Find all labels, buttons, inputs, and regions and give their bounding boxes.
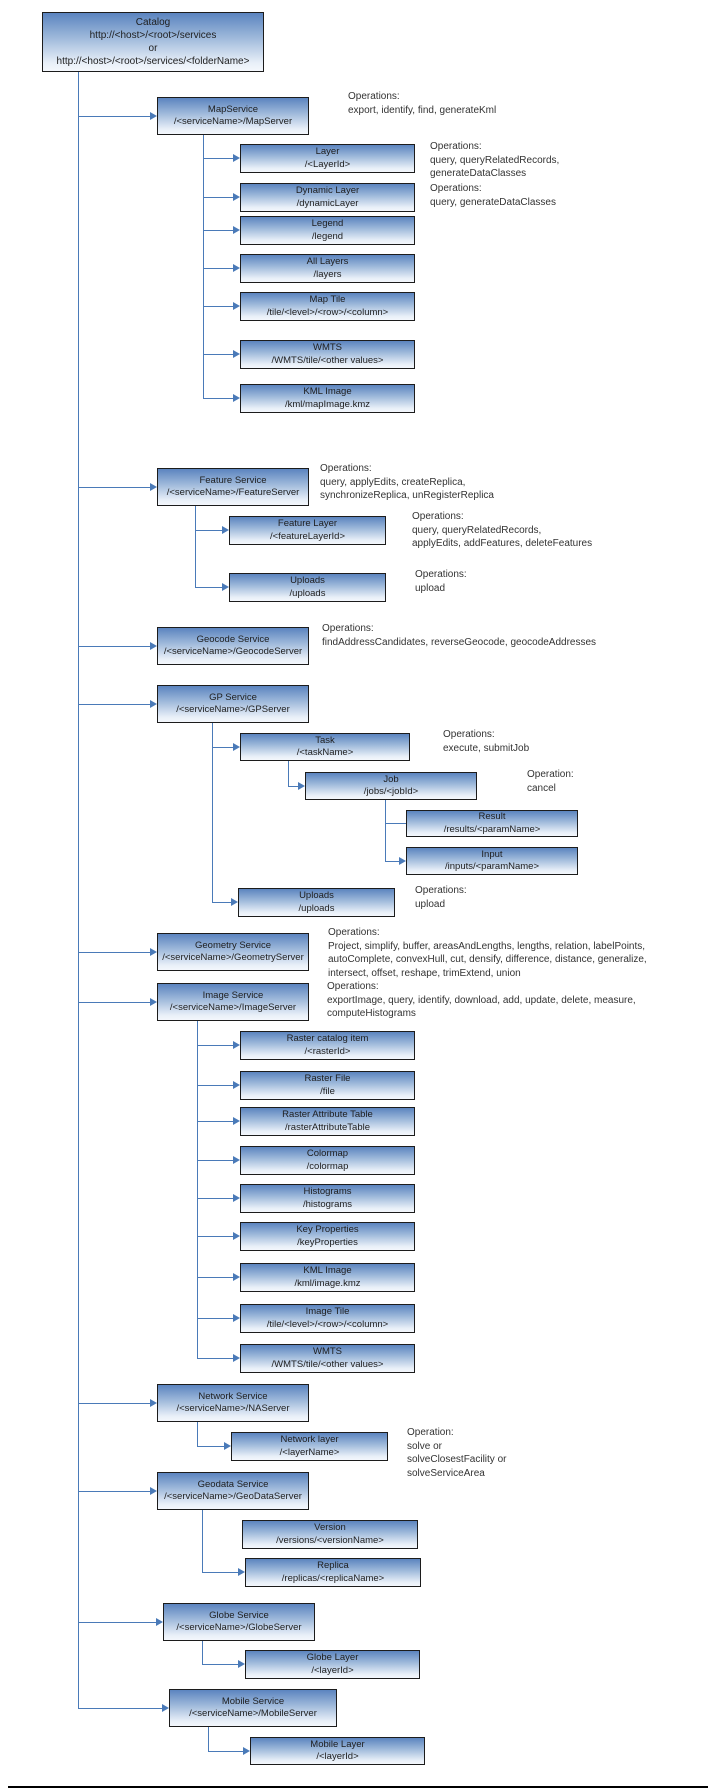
note-line: Operations: — [430, 183, 482, 194]
node-path: /replicas/<replicaName> — [281, 1572, 385, 1584]
note-uploads-gp-ops — [415, 884, 467, 911]
note-line: Project, simplify, buffer, areasAndLengths, lengths, relation, labelPoints, — [328, 940, 646, 952]
node-title: Image Tile — [305, 1306, 350, 1317]
connector-branch-task — [212, 747, 233, 748]
node-result — [406, 810, 578, 837]
note-line: execute, submitJob — [443, 742, 530, 754]
connector-branch-image-service — [78, 1002, 150, 1003]
node-title: Geometry Service — [194, 939, 272, 951]
node-path: /jobs/<jobId> — [363, 786, 419, 797]
node-raster-catalog-item — [240, 1031, 415, 1060]
node-title: Raster Attribute Table — [282, 1109, 373, 1120]
arrow-colormap — [233, 1156, 240, 1164]
node-kml-image-map — [240, 384, 415, 413]
node-title: Replica — [317, 1560, 349, 1571]
node-network-layer — [231, 1432, 388, 1461]
node-path: /legend — [311, 230, 344, 242]
note-task-ops — [443, 728, 529, 755]
arrow-mobile-service — [162, 1704, 169, 1712]
arrow-uploads-gp — [231, 898, 238, 906]
arrow-uploads-feature — [222, 583, 229, 591]
node-path: /<serviceName>/GPServer — [176, 704, 290, 715]
node-path: /tile/<level>/<row>/<column> — [266, 1318, 389, 1330]
node-job — [305, 772, 477, 800]
note-line: Operations: — [322, 623, 374, 634]
node-path: /<serviceName>/MapServer — [173, 116, 293, 127]
connector-branch-mobile-layer — [208, 1751, 243, 1752]
note-line: Operation: — [407, 1427, 454, 1438]
note-feature-layer-ops — [412, 510, 592, 551]
note-line: Operations: — [320, 463, 372, 474]
note-geometry-ops — [328, 926, 647, 980]
node-path: /histograms — [302, 1198, 353, 1210]
node-path: /tile/<level>/<row>/<column> — [266, 306, 389, 318]
connector-branch-layer — [203, 158, 233, 159]
node-title: MapService — [207, 103, 259, 115]
connector-branch-network-layer — [197, 1446, 224, 1447]
catalog-url: http://<host>/<root>/services — [89, 30, 217, 41]
connector-branch-feature-service — [78, 487, 150, 488]
note-line: Operations: — [415, 569, 467, 580]
node-path: /inputs/<paramName> — [445, 861, 539, 872]
connector-branch-raster-attribute-table — [197, 1121, 233, 1122]
connector-branch-raster-catalog-item — [197, 1045, 233, 1046]
note-line: Operations: — [443, 729, 495, 740]
node-all-layers — [240, 254, 415, 283]
arrow-image-service — [150, 998, 157, 1006]
node-path: /kml/mapImage.kmz — [285, 398, 370, 410]
connector-branch-raster-file — [197, 1085, 233, 1086]
node-image-service — [157, 983, 309, 1021]
arrow-task — [233, 743, 240, 751]
note-line: solve or — [407, 1440, 443, 1452]
note-line: Operation: — [527, 769, 574, 780]
node-path: /<serviceName>/ImageServer — [169, 1002, 297, 1013]
note-line: Operations: — [348, 91, 400, 102]
arrow-layer — [233, 154, 240, 162]
node-title: Image Service — [202, 989, 264, 1001]
connector-mobile-children — [208, 1727, 209, 1751]
node-wmts-map — [240, 340, 415, 369]
connector-branch-kml-image-map — [203, 398, 233, 399]
node-feature-service — [157, 468, 309, 506]
note-line: upload — [415, 582, 446, 594]
connector-image-children — [197, 1021, 198, 1358]
node-network-service — [157, 1384, 309, 1422]
node-path: /<featureLayerId> — [270, 530, 345, 542]
node-title: All Layers — [306, 256, 349, 267]
connector-branch-gp-service — [78, 704, 150, 705]
note-line: upload — [415, 898, 446, 910]
arrow-job — [298, 782, 305, 790]
node-path: /layers — [313, 268, 342, 280]
node-title: Histograms — [303, 1186, 352, 1197]
node-title: WMTS — [312, 1346, 343, 1357]
node-path: /uploads — [289, 587, 326, 599]
note-line: query, queryRelatedRecords, — [412, 524, 542, 536]
arrow-dynamic-layer — [233, 193, 240, 201]
catalog-or: or — [148, 43, 158, 54]
node-path: /<LayerId> — [304, 158, 351, 170]
node-path: /<serviceName>/GeoDataServer — [164, 1491, 302, 1502]
node-replica — [245, 1558, 421, 1587]
node-path: /versions/<versionName> — [276, 1534, 384, 1546]
node-path: /<serviceName>/NAServer — [176, 1403, 290, 1414]
note-feature-ops — [320, 462, 494, 503]
node-title: Network Service — [198, 1390, 268, 1402]
note-line: Operations: — [412, 511, 464, 522]
node-title: Result — [478, 811, 506, 822]
connector-job-children — [385, 800, 386, 861]
node-title: Network layer — [280, 1434, 339, 1445]
note-job-ops — [527, 768, 574, 795]
node-title: Dynamic Layer — [295, 185, 360, 196]
arrow-wmts-map — [233, 350, 240, 358]
node-title: Geodata Service — [197, 1478, 269, 1490]
node-kml-image-image — [240, 1263, 415, 1292]
arrow-network-service — [150, 1399, 157, 1407]
node-path: /<layerId> — [311, 1664, 354, 1676]
note-line: query, applyEdits, createReplica, — [320, 476, 466, 488]
connector-branch-image-tile — [197, 1318, 233, 1319]
note-line: Operations: — [327, 981, 379, 992]
connector-branch-all-layers — [203, 268, 233, 269]
arrow-feature-service — [150, 483, 157, 491]
catalog-title: Catalog — [135, 17, 171, 28]
node-geodata-service — [157, 1472, 309, 1510]
connector-branch-input — [385, 861, 399, 862]
arrow-feature-layer — [222, 526, 229, 534]
note-line: computeHistograms — [327, 1008, 416, 1019]
node-path: /<serviceName>/MobileServer — [189, 1708, 317, 1719]
node-map-tile — [240, 292, 415, 321]
arrow-all-layers — [233, 264, 240, 272]
arrow-network-layer — [224, 1442, 231, 1450]
connector-map-children — [203, 135, 204, 398]
node-path: /<serviceName>/GeometryServer — [162, 952, 304, 963]
node-title: Globe Service — [209, 1609, 269, 1621]
connector-branch-kml-image-image — [197, 1277, 233, 1278]
node-path: /<taskName> — [296, 747, 354, 758]
node-path: /file — [320, 1085, 335, 1097]
node-gp-service — [157, 685, 309, 723]
node-title: Feature Service — [199, 474, 267, 486]
connector-branch-key-properties — [197, 1236, 233, 1237]
arrow-kml-image-map — [233, 394, 240, 402]
connector-branch-globe-layer — [202, 1664, 238, 1665]
note-line: Operations: — [415, 885, 467, 896]
node-layer — [240, 144, 415, 173]
node-uploads-feature — [229, 573, 386, 602]
node-task — [240, 733, 410, 761]
connector-feature-children — [195, 506, 196, 587]
arrow-raster-catalog-item — [233, 1041, 240, 1049]
note-line: export, identify, find, generateKml — [348, 104, 497, 116]
node-title: Uploads — [299, 890, 334, 901]
node-mobile-layer — [250, 1737, 425, 1765]
note-line: query, generateDataClasses — [430, 196, 556, 208]
connector-branch-legend — [203, 230, 233, 231]
node-path: /<serviceName>/GeocodeServer — [163, 646, 303, 657]
node-geocode-service — [157, 627, 309, 665]
arrow-image-tile — [233, 1314, 240, 1322]
node-globe-service — [163, 1603, 315, 1641]
node-title: Raster catalog item — [286, 1033, 369, 1044]
node-histograms — [240, 1184, 415, 1213]
node-dynamic-layer — [240, 183, 415, 212]
connector-geodata-children — [202, 1510, 203, 1572]
arrow-map-service — [150, 112, 157, 120]
node-title: Feature Layer — [277, 518, 338, 529]
note-layer-ops — [430, 140, 559, 181]
connector-gp-children — [212, 723, 213, 902]
note-line: solveServiceArea — [407, 1467, 485, 1479]
connector-trunk — [78, 72, 79, 1708]
arrow-geocode-service — [150, 642, 157, 650]
connector-branch-map-tile — [203, 306, 233, 307]
node-path: /<serviceName>/FeatureServer — [166, 487, 300, 498]
node-title: Input — [481, 848, 503, 860]
node-path: /rasterAttributeTable — [284, 1121, 370, 1133]
arrow-raster-attribute-table — [233, 1117, 240, 1125]
node-path: /colormap — [306, 1160, 349, 1172]
node-path: /<layerName> — [279, 1446, 340, 1458]
arrow-legend — [233, 226, 240, 234]
node-raster-attribute-table — [240, 1107, 415, 1136]
arrow-mobile-layer — [243, 1747, 250, 1755]
note-line: generateDataClasses — [430, 168, 527, 179]
node-key-properties — [240, 1222, 415, 1251]
note-dynamic-layer-ops — [430, 182, 556, 209]
note-line: findAddressCandidates, reverseGeocode, geocodeAddresses — [322, 636, 597, 648]
node-path: /uploads — [298, 902, 335, 914]
connector-branch-result — [385, 823, 406, 824]
node-uploads-gp — [238, 888, 395, 917]
note-geocode-ops — [322, 622, 596, 649]
note-uploads-feature-ops — [415, 568, 467, 595]
connector-branch-feature-layer — [195, 530, 222, 531]
node-title: Globe Layer — [306, 1652, 359, 1663]
node-path: /WMTS/tile/<other values> — [271, 354, 384, 366]
note-line: Operations: — [328, 927, 380, 938]
connector-branch-replica — [202, 1572, 238, 1573]
arrow-input — [399, 857, 406, 865]
connector-branch-geometry-service — [78, 952, 150, 953]
arrow-wmts-image — [233, 1354, 240, 1362]
connector-branch-histograms — [197, 1198, 233, 1199]
node-geometry-service — [157, 933, 309, 971]
node-image-tile — [240, 1304, 415, 1333]
note-line: cancel — [527, 782, 556, 794]
node-path: /WMTS/tile/<other values> — [271, 1358, 384, 1370]
node-title: Version — [314, 1522, 346, 1533]
node-map-service — [157, 97, 309, 135]
node-path: /dynamicLayer — [296, 197, 359, 209]
arrow-geometry-service — [150, 948, 157, 956]
page-bottom-rule — [8, 1786, 708, 1788]
arrow-raster-file — [233, 1081, 240, 1089]
note-line: autoComplete, convexHull, cut, densify, difference, distance, generalize, — [328, 954, 647, 965]
arrow-key-properties — [233, 1232, 240, 1240]
connector-branch-job — [288, 786, 298, 787]
connector-branch-uploads-feature — [195, 587, 222, 588]
node-title: Job — [383, 773, 399, 785]
note-line: intersect, offset, reshape, trimExtend, union — [328, 967, 521, 979]
node-catalog — [42, 12, 264, 72]
node-title: Layer — [315, 146, 340, 157]
arrow-replica — [238, 1568, 245, 1576]
connector-branch-mobile-service — [78, 1708, 162, 1709]
connector-network-children — [197, 1422, 198, 1446]
connector-branch-wmts-image — [197, 1358, 233, 1359]
note-map-ops — [348, 90, 496, 117]
node-title: Task — [315, 734, 335, 746]
node-title: Geocode Service — [196, 633, 270, 645]
node-title: Colormap — [306, 1148, 349, 1159]
connector-branch-globe-service — [78, 1622, 156, 1623]
arrow-map-tile — [233, 302, 240, 310]
note-network-layer-ops — [407, 1426, 506, 1480]
arrow-globe-layer — [238, 1660, 245, 1668]
note-line: Operations: — [430, 141, 482, 152]
node-globe-layer — [245, 1650, 420, 1679]
node-path: /<rasterId> — [304, 1045, 351, 1057]
arrow-geodata-service — [150, 1487, 157, 1495]
note-line: query, queryRelatedRecords, — [430, 154, 560, 166]
connector-branch-network-service — [78, 1403, 150, 1404]
node-title: Key Properties — [296, 1224, 359, 1235]
node-legend — [240, 216, 415, 245]
node-feature-layer — [229, 516, 386, 545]
node-title: KML Image — [303, 386, 352, 397]
connector-branch-map-service — [78, 116, 150, 117]
node-version — [242, 1520, 418, 1549]
node-title: WMTS — [312, 342, 343, 353]
node-raster-file — [240, 1071, 415, 1100]
connector-globe-children — [202, 1641, 203, 1664]
node-input — [406, 847, 578, 875]
node-title: Legend — [311, 218, 344, 229]
node-path: /keyProperties — [297, 1236, 358, 1248]
node-title: Uploads — [290, 575, 325, 586]
connector-branch-dynamic-layer — [203, 197, 233, 198]
node-title: KML Image — [303, 1265, 352, 1276]
catalog-folder-url: http://<host>/<root>/services/<folderName> — [56, 56, 250, 67]
note-line: exportImage, query, identify, download, add, update, delete, measure, — [327, 994, 636, 1006]
note-line: applyEdits, addFeatures, deleteFeatures — [412, 538, 593, 549]
connector-branch-wmts-map — [203, 354, 233, 355]
node-path: /<serviceName>/GlobeServer — [176, 1622, 302, 1633]
node-wmts-image — [240, 1344, 415, 1373]
note-line: solveClosestFacility or — [407, 1454, 507, 1465]
arrow-gp-service — [150, 700, 157, 708]
node-path: /kml/image.kmz — [294, 1277, 361, 1289]
node-path: /<layerId> — [316, 1751, 359, 1762]
connector-branch-geocode-service — [78, 646, 150, 647]
node-title: Map Tile — [309, 294, 346, 305]
arrow-globe-service — [156, 1618, 163, 1626]
note-image-ops — [327, 980, 636, 1021]
note-line: synchronizeReplica, unRegisterReplica — [320, 490, 494, 501]
arrow-histograms — [233, 1194, 240, 1202]
node-title: GP Service — [209, 691, 257, 703]
node-mobile-service — [169, 1689, 337, 1727]
node-title: Raster File — [304, 1073, 351, 1084]
arrow-kml-image-image — [233, 1273, 240, 1281]
connector-task-children — [288, 761, 289, 786]
connector-branch-uploads-gp — [212, 902, 231, 903]
node-path: /results/<paramName> — [443, 823, 541, 835]
connector-branch-colormap — [197, 1160, 233, 1161]
node-title: Mobile Layer — [310, 1738, 365, 1750]
node-title: Mobile Service — [221, 1695, 285, 1707]
connector-branch-geodata-service — [78, 1491, 150, 1492]
node-colormap — [240, 1146, 415, 1175]
